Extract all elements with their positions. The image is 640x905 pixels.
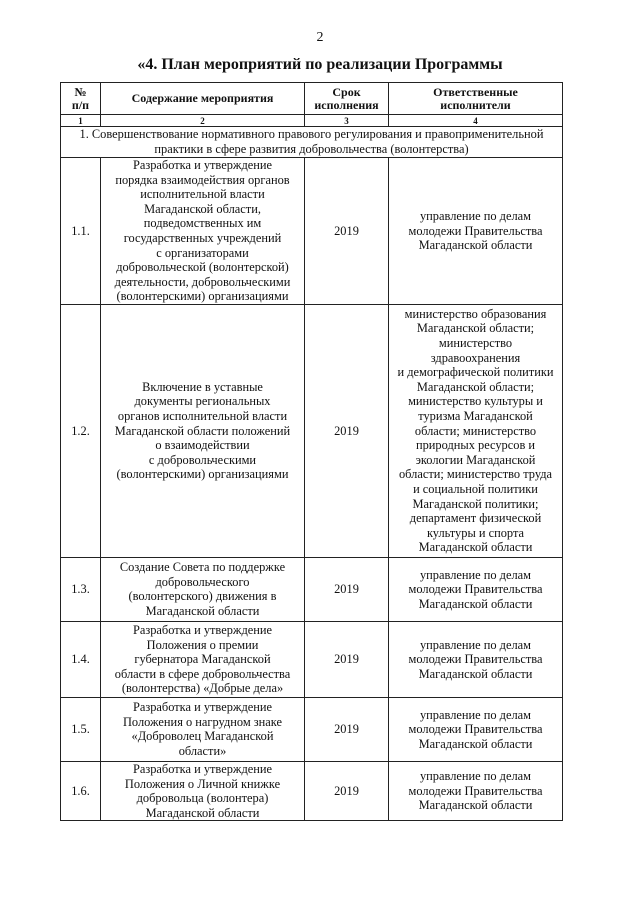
activity-content-line: Магаданской области <box>145 604 260 619</box>
responsible-executors-line: здравоохранения <box>430 350 521 365</box>
responsible-executors-line: управление по делам <box>419 637 531 652</box>
responsible-executors-line: Магаданской области <box>418 540 533 555</box>
responsible-executors-line: министерство образования <box>404 306 547 321</box>
activity-content-line: документы региональных <box>134 394 271 409</box>
activity-content-line: Магаданской области положений <box>114 423 291 438</box>
column-number: 3 <box>305 115 389 127</box>
responsible-executors-line: управление по делам <box>419 209 531 224</box>
responsible-executors-line: Магаданской политики; <box>412 496 539 511</box>
responsible-executors-line: и социальной политики <box>413 482 538 497</box>
header-line: № <box>74 84 87 99</box>
responsible-executors-line: Магаданской области <box>418 736 533 751</box>
activity-content-line: органов исполнительной власти <box>117 409 288 424</box>
activity-content <box>101 158 305 305</box>
responsible-executors-line: культуры и спорта <box>426 525 525 540</box>
responsible-executors-line: молодежи Правительства <box>408 223 543 238</box>
activity-content-line: Разработка и утверждение <box>132 761 273 776</box>
activity-content-line: добровольческого <box>155 574 250 589</box>
header-line: п/п <box>71 97 90 112</box>
activity-content <box>101 304 305 557</box>
activity-content-line: губернатора Магаданской <box>134 652 271 667</box>
header-num <box>61 83 101 115</box>
activity-term: 2019 <box>305 304 389 557</box>
activity-content-line: Разработка и утверждение <box>132 158 273 172</box>
table-row <box>61 621 563 697</box>
responsible-executors-line: природных ресурсов и <box>415 438 536 453</box>
row-number: 1.1. <box>61 158 101 305</box>
table-row <box>61 761 563 820</box>
activity-term: 2019 <box>305 697 389 761</box>
section-heading <box>61 127 563 158</box>
column-number: 1 <box>61 115 101 127</box>
activity-content-line: с добровольческими <box>148 452 257 467</box>
table-row <box>61 158 563 305</box>
activity-content-line: о взаимодействии <box>155 438 250 453</box>
activity-term: 2019 <box>305 761 389 820</box>
header-line: Ответственные <box>433 84 518 99</box>
activity-content-line: государственных учреждений <box>123 230 282 245</box>
responsible-executors-line: экологии Магаданской <box>415 452 536 467</box>
activity-content-line: Магаданской области <box>145 805 260 820</box>
activity-content-line: подведомственных им <box>143 216 262 231</box>
activity-content-line: порядка взаимодействия органов <box>115 172 290 187</box>
activity-content-line: Положения о нагрудном знаке <box>122 714 283 729</box>
activity-content-line: деятельности, добровольческими <box>114 274 291 289</box>
table-row <box>61 697 563 761</box>
responsible-executors-line: Магаданской области <box>418 798 533 813</box>
responsible-executors-line: департамент физической <box>409 511 542 526</box>
section-line: 1. Совершенствование нормативного правового регулирования и правоприменительной <box>79 127 544 142</box>
row-number: 1.3. <box>61 557 101 621</box>
responsible-executors-line: управление по делам <box>419 567 531 582</box>
activity-term: 2019 <box>305 621 389 697</box>
section-row <box>61 127 563 158</box>
responsible-executors-line: молодежи Правительства <box>408 652 543 667</box>
header-term <box>305 83 389 115</box>
column-number-row <box>61 115 563 127</box>
responsible-executors-line: Магаданской области; <box>416 321 535 336</box>
activity-content-line: Разработка и утверждение <box>132 700 273 715</box>
activity-term: 2019 <box>305 557 389 621</box>
responsible-executors-line: области; министерство <box>414 423 537 438</box>
responsible-executors-line: Магаданской области <box>418 238 533 253</box>
responsible-executors-line: управление по делам <box>419 707 531 722</box>
activity-content-line: исполнительной власти <box>140 187 265 202</box>
responsible-executors-line: туризма Магаданской <box>418 409 533 424</box>
activity-content-line: (волонтерства) «Добрые дела» <box>121 681 284 696</box>
activity-content-line: Разработка и утверждение <box>132 622 273 637</box>
row-number: 1.2. <box>61 304 101 557</box>
table-row <box>61 304 563 557</box>
responsible-executors <box>389 697 563 761</box>
activity-content-line: с организаторами <box>156 245 249 260</box>
responsible-executors-line: молодежи Правительства <box>408 783 543 798</box>
responsible-executors-line: области; министерство труда <box>398 467 553 482</box>
responsible-executors <box>389 761 563 820</box>
column-number: 2 <box>101 115 305 127</box>
responsible-executors <box>389 621 563 697</box>
activity-content <box>101 621 305 697</box>
responsible-executors-line: молодежи Правительства <box>408 582 543 597</box>
header-content <box>101 83 305 115</box>
activity-content-line: «Доброволец Магаданской <box>131 729 274 744</box>
activity-content-line: Положения о Личной книжке <box>124 776 281 791</box>
responsible-executors <box>389 304 563 557</box>
plan-table <box>60 82 563 821</box>
activity-content-line: добровольца (волонтера) <box>136 791 269 806</box>
activity-content-line: Положения о премии <box>146 637 259 652</box>
responsible-executors-line: министерство культуры и <box>408 394 543 409</box>
activity-content-line: области» <box>178 744 227 759</box>
activity-content-line: Создание Совета по поддержке <box>119 560 286 575</box>
header-line: исполнители <box>440 97 511 112</box>
activity-content <box>101 697 305 761</box>
row-number: 1.6. <box>61 761 101 820</box>
row-number: 1.5. <box>61 697 101 761</box>
activity-term: 2019 <box>305 158 389 305</box>
column-number: 4 <box>389 115 563 127</box>
activity-content <box>101 761 305 820</box>
responsible-executors-line: молодежи Правительства <box>408 722 543 737</box>
responsible-executors-line: министерство <box>438 336 513 351</box>
table-row <box>61 557 563 621</box>
activity-content-line: области в сфере добровольчества <box>114 666 291 681</box>
activity-content <box>101 557 305 621</box>
header-responsible <box>389 83 563 115</box>
responsible-executors-line: и демографической политики <box>397 365 554 380</box>
responsible-executors-line: Магаданской области <box>418 596 533 611</box>
responsible-executors-line: Магаданской области <box>418 666 533 681</box>
header-row <box>61 83 563 115</box>
section-line: практики в сфере развития добровольчества (волонтерства) <box>154 142 469 156</box>
responsible-executors-line: Магаданской области; <box>416 379 535 394</box>
activity-content-line: (волонтерского) движения в <box>128 589 277 604</box>
activity-content-line: (волонтерскими) организациями <box>116 289 289 304</box>
responsible-executors <box>389 557 563 621</box>
row-number: 1.4. <box>61 621 101 697</box>
header-line: исполнения <box>314 97 379 112</box>
responsible-executors-line: управление по делам <box>419 769 531 784</box>
header-line: Содержание мероприятия <box>131 91 274 105</box>
document-title: «4. План мероприятий по реализации Программы <box>137 56 503 73</box>
activity-content-line: Включение в уставные <box>142 379 263 394</box>
activity-content-line: добровольческой (волонтерской) <box>116 260 289 275</box>
responsible-executors <box>389 158 563 305</box>
activity-content-line: (волонтерскими) организациями <box>116 467 289 482</box>
activity-content-line: Магаданской области, <box>144 201 261 216</box>
page-number: 2 <box>316 30 324 45</box>
header-line: Срок <box>332 84 361 99</box>
